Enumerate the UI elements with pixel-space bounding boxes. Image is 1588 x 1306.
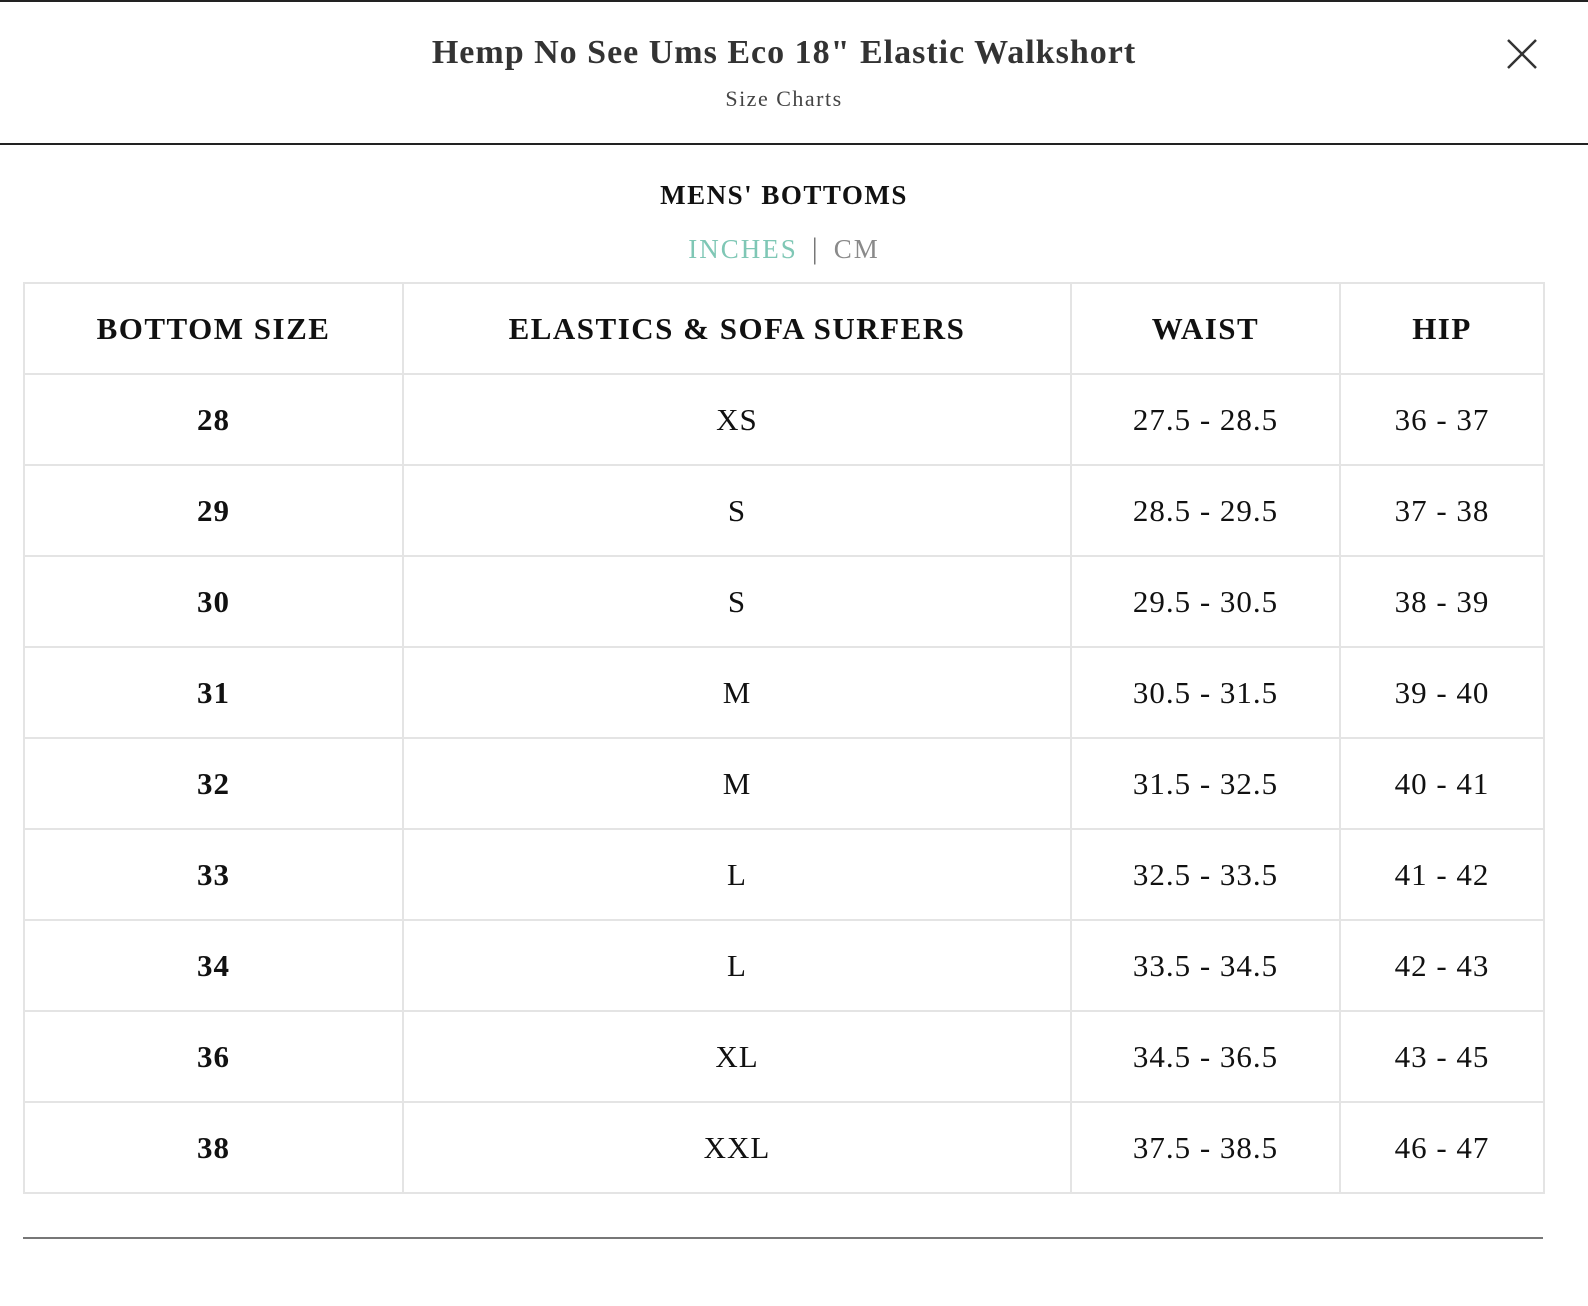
table-row [24,1102,1544,1193]
close-icon [1500,32,1544,76]
unit-toggle [0,232,1568,266]
size-table [23,282,1545,1194]
cell-elastics-size: M [403,647,1071,738]
cell-waist: 29.5 - 30.5 [1071,556,1340,647]
header-elastics-sofa-surfers: ELASTICS & SOFA SURFERS [403,283,1071,374]
bottom-divider [23,1237,1543,1239]
modal-title: Hemp No See Ums Eco 18" Elastic Walkshort [431,34,1137,71]
table-row [24,647,1544,738]
table-row [24,556,1544,647]
table-row [24,1011,1544,1102]
cell-waist: 30.5 - 31.5 [1071,647,1340,738]
table-row [24,374,1544,465]
cell-waist: 34.5 - 36.5 [1071,1011,1340,1102]
cell-waist: 28.5 - 29.5 [1071,465,1340,556]
cell-hip: 40 - 41 [1340,738,1544,829]
table-row [24,920,1544,1011]
cell-elastics-size: L [403,829,1071,920]
cell-bottom-size: 38 [24,1102,403,1193]
cell-bottom-size: 36 [24,1011,403,1102]
cell-hip: 43 - 45 [1340,1011,1544,1102]
cell-bottom-size: 34 [24,920,403,1011]
cell-hip: 37 - 38 [1340,465,1544,556]
header-waist: WAIST [1071,283,1340,374]
table-header-row [24,283,1544,374]
cell-elastics-size: XS [403,374,1071,465]
cell-hip: 41 - 42 [1340,829,1544,920]
cell-bottom-size: 30 [24,556,403,647]
cell-hip: 39 - 40 [1340,647,1544,738]
cell-bottom-size: 33 [24,829,403,920]
modal-subtitle: Size Charts [725,86,843,111]
cell-waist: 37.5 - 38.5 [1071,1102,1340,1193]
close-button[interactable] [1500,32,1544,76]
cell-elastics-size: S [403,556,1071,647]
cell-bottom-size: 28 [24,374,403,465]
cell-waist: 27.5 - 28.5 [1071,374,1340,465]
cell-bottom-size: 29 [24,465,403,556]
cell-waist: 31.5 - 32.5 [1071,738,1340,829]
cell-hip: 36 - 37 [1340,374,1544,465]
cell-bottom-size: 31 [24,647,403,738]
unit-separator: | [811,232,820,265]
cell-waist: 32.5 - 33.5 [1071,829,1340,920]
cell-hip: 42 - 43 [1340,920,1544,1011]
cell-hip: 46 - 47 [1340,1102,1544,1193]
cell-elastics-size: XL [403,1011,1071,1102]
cell-bottom-size: 32 [24,738,403,829]
table-row [24,738,1544,829]
section-title: MENS' BOTTOMS [660,180,908,210]
header-bottom-size: BOTTOM SIZE [24,283,403,374]
unit-inches-button[interactable]: INCHES [688,234,798,264]
table-row [24,465,1544,556]
cell-elastics-size: S [403,465,1071,556]
cell-elastics-size: L [403,920,1071,1011]
cell-elastics-size: XXL [403,1102,1071,1193]
unit-cm-button[interactable]: CM [833,234,880,264]
cell-elastics-size: M [403,738,1071,829]
modal-header [0,2,1588,145]
cell-waist: 33.5 - 34.5 [1071,920,1340,1011]
header-hip: HIP [1340,283,1544,374]
cell-hip: 38 - 39 [1340,556,1544,647]
table-row [24,829,1544,920]
